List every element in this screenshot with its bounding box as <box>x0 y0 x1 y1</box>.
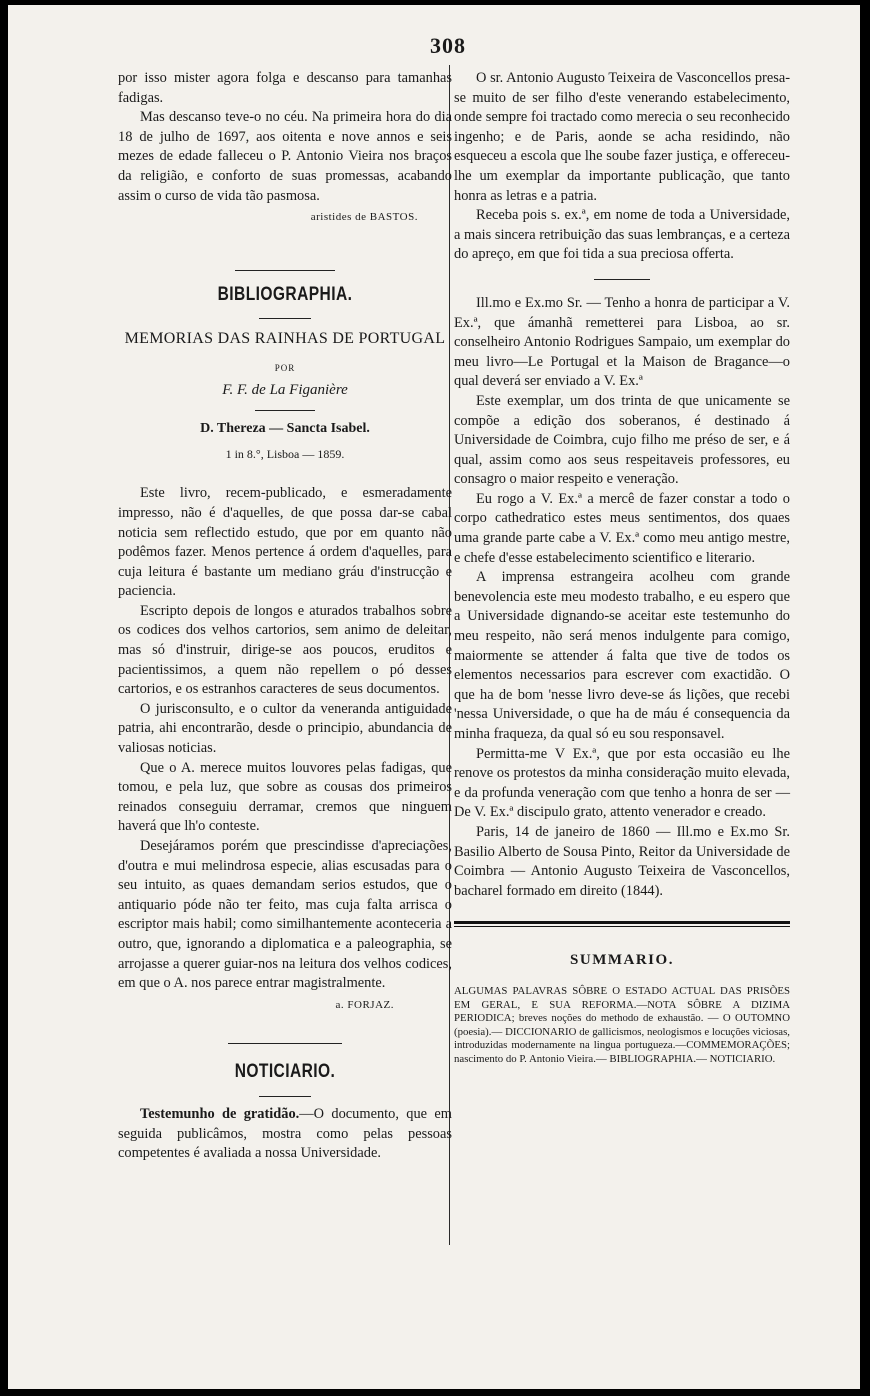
summary-rule <box>454 921 790 927</box>
review-paragraph: Escripto depois de longos e aturados trabalhos sobre os codices dos velhos cartorios, sem animo de deleitar, mas só d'instruir, dirige-se aos poucos, eruditos e pacientissimos, a quem não repellem o pó desses cartorios, e os estranhos caracteres de seus documentos. <box>118 602 452 698</box>
review-paragraph: Que o A. merece muitos louvores pelas fadigas, que tomou, e pela luz, que sobre as cousas dos primeiros reinados conseguiu derramar, cremos que ninguem haverá que lh'o conteste. <box>118 759 452 835</box>
summary-text: ALGUMAS PALAVRAS SÔBRE O ESTADO ACTUAL DAS PRISÕES EM GERAL, E SUA REFORMA.—NOTA SÔBRE A DIZIMA PERIODICA; breves noções do methodo de exhaustão. — O OUTOMNO (poesia).— DICCIONARIO de gallicismos, neologismos e locuções viciosas, introduzidas modernamente na lingua portugueza.—COMMEMORAÇÕES; nascimento do P. Antonio Vieira.— BIBLIOGRAPHIA.— NOTICIARIO. <box>454 984 790 1065</box>
section-rule <box>259 318 311 319</box>
paragraph-continuation: por isso mister agora folga e descanso para tamanhas fadigas. <box>118 70 452 106</box>
book-author: F. F. de La Figanière <box>222 381 348 398</box>
news-lead: Testemunho de gratidão. <box>140 1105 300 1122</box>
right-column <box>454 69 790 1067</box>
letter-paragraph: Permitta-me V Ex.ª, que por esta occasião eu lhe renove os protestos da minha consideração muito elevada, e da profunda veneração com que tenho a honra de ser — De V. Ex.ª discipulo grato, attento venerador e creado. <box>454 745 790 821</box>
book-by: POR <box>274 362 296 373</box>
news-heading: NOTICIARIO. <box>234 1061 336 1083</box>
page-number: 308 <box>430 33 466 58</box>
signature-bastos: aristides de BASTOS. <box>310 211 418 224</box>
book-title: MEMORIAS DAS RAINHAS DE PORTUGAL <box>124 330 446 348</box>
paragraph-intro: O sr. Antonio Augusto Teixeira de Vasconcellos presa-se muito de ser filho d'este venerando estabelecimento, onde sempre foi tractado como merecia o seu reconhecido ingenho; e de Paris, aonde se acha residindo, não esqueceu a escola que lhe soube fazer justiça, e offereceu-lhe um exemplar da importante publicação, que tanto honra as letras e a patria. <box>454 70 790 204</box>
section-rule <box>259 1096 311 1097</box>
signature-forjaz: a. FORJAZ. <box>335 998 394 1011</box>
letter-paragraph: Este exemplar, um dos trinta de que unicamente se compõe a edição dos soberanos, é destinado á Universidade de Coimbra, cujo filho me préso de ser, e á qual, assim como aos seus respeitaveis professores, eu consagro o maior respeito e veneração. <box>454 392 790 488</box>
paragraph-death-vieira: Mas descanso teve-o no céu. Na primeira hora do dia 18 de julho de 1697, aos oitenta e nove annos e seis mezes de edade falleceu o P. Antonio Vieira nos braços da religião, e conforto de suas promessas, acabando assim o curso de vida tão pasmosa. <box>118 109 452 204</box>
summary-title: SUMMARIO. <box>570 952 674 969</box>
section-rule <box>594 279 650 280</box>
section-rule <box>235 270 335 271</box>
news-text: —O documento, que em seguida publicâmos, mostra como pelas pessoas competentes é avaliada a nossa Universidade. <box>118 1105 452 1162</box>
newspaper-page <box>8 5 860 1389</box>
left-column <box>118 69 452 1164</box>
review-paragraph: Este livro, recem-publicado, e esmeradamente impresso, não é d'aquelles, de que possa dar-se cabal noticia sem reflectido estudo, que por em quanto não podêmos fazer. Menos pertence á ordem d'aquelles, para cuja leitura é bastante um mediano gráu d'instrucção e paciencia. <box>118 485 452 600</box>
book-imprint: 1 in 8.°, Lisboa — 1859. <box>225 446 345 461</box>
section-rule <box>228 1043 342 1044</box>
letter-paragraph: A imprensa estrangeira acolheu com grande benevolencia este meu modesto trabalho, e eu espero que a Universidade dignando-se aceitar este testemunho do meu respeito, não será menos indulgente para comigo, maiormente se attender á falta que tive de todos os elementos necessarios para escrever com exactidão. O que ha de bom 'nesse livro deve-se ás lições, que recebi 'nessa Universidade, o que ha de máu é consequencia da minha fraqueza, da qual só eu sou responsavel. <box>454 569 790 742</box>
paragraph-thanks: Receba pois s. ex.ª, em nome de toda a Universidade, a mais sincera retribuição das suas lembranças, e a certeza do apreço, em que foi tida a sua preciosa offerta. <box>454 207 790 263</box>
review-paragraph: Desejáramos porém que prescindisse d'apreciações, d'outra e mui melindrosa especie, alias escusadas para o seu intuito, as quaes demandam serios estudos, que o antiquario póde não ter feito, mas cuja falta arrisca o escriptor mais habil; como similhantemente aconteceria a outro, que, ignorando a diplomatica e a paleographia, se arrojasse a querer guiar-nos na leitura dos velhos codices, em que o A. nos parece entrar magistralmente. <box>118 838 452 992</box>
letter-paragraph: Ill.mo e Ex.mo Sr. — Tenho a honra de participar a V. Ex.ª, que ámanhã remetterei para Lisboa, ao sr. conselheiro Antonio Rodrigues Sampaio, um exemplar do meu livro—Le Portugal et la Maison de Bragance—o qual deverá ser enviado a V. Ex.ª <box>454 294 790 390</box>
section-rule <box>255 410 315 411</box>
review-paragraph: O jurisconsulto, e o cultor da veneranda antiguidade patria, ahi encontrarão, desde o principio, abundancia de valiosas noticias. <box>118 700 452 757</box>
letter-paragraph: Eu rogo a V. Ex.ª a mercê de fazer constar a todo o corpo cathedratico estes meus sentimentos, dos quaes uma grande parte cabe a V. Ex.ª como meu antigo mestre, e chefe d'esse estabelecimento scientifico e literario. <box>454 490 790 566</box>
bibliography-heading: BIBLIOGRAPHIA. <box>217 283 353 305</box>
news-paragraph <box>118 1105 452 1164</box>
book-subject: D. Thereza — Sancta Isabel. <box>200 421 370 437</box>
letter-closing: Paris, 14 de janeiro de 1860 — Ill.mo e Ex.mo Sr. Basilio Alberto de Sousa Pinto, Reitor da Universidade de Coimbra — Antonio Augusto Teixeira de Vasconcellos, bacharel formado em direito (1844). <box>454 823 790 899</box>
